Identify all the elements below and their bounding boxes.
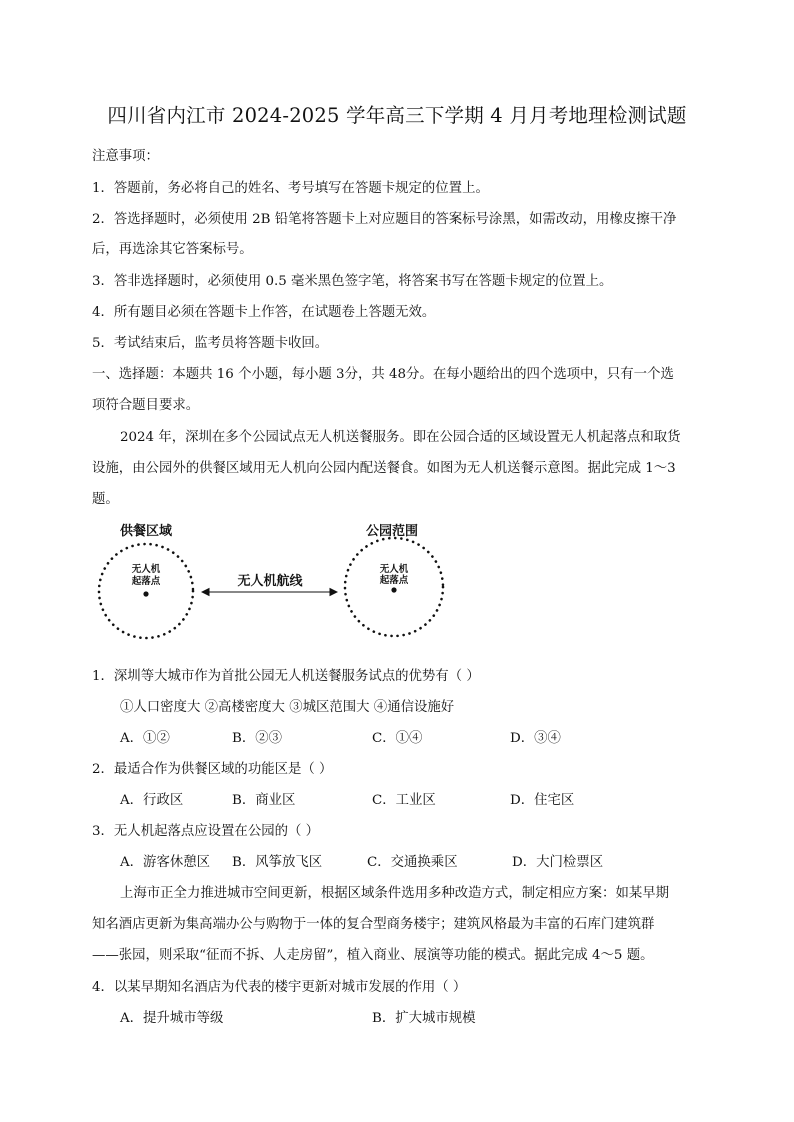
notice-item-5: 5．考试结束后，监考员将答题卡收回。 [92,336,329,351]
passage1-line-2: 设施，由公园外的供餐区域用无人机向公园内配送餐食。如图为无人机送餐示意图。据此完成 1～3 [92,461,676,476]
notice-heading: 注意事项： [92,149,159,164]
right-point-label-line-2: 起落点 [379,575,409,586]
q1-option-a[interactable]: A．①② [120,731,170,746]
drone-route-label: 无人机航线 [237,574,303,589]
q1-stem: 1．深圳等大城市作为首批公园无人机送餐服务试点的优势有（ ） [92,669,480,684]
q3-stem: 3．无人机起落点应设置在公园的（ ） [92,824,320,839]
passage2-line-2: 知名酒店更新为集高端办公与购物于一体的复合型商务楼宇；建筑风格最为丰富的石库门建筑群 [92,917,655,932]
passage2-line-3: ——张园，则采取“征而不拆、人走房留”，植入商业、展演等功能的模式。据此完成 4～5 题。 [92,948,654,963]
q4-option-a[interactable]: A．提升城市等级 [120,1011,224,1026]
q3-option-b[interactable]: B．风筝放飞区 [232,855,323,870]
q4-stem: 4．以某早期知名酒店为代表的楼宇更新对城市发展的作用（ ） [92,980,467,995]
drone-delivery-diagram [90,514,460,654]
section-heading: 一、选择题：本题共 16 个小题，每小题 3分，共 48分。在每小题给出的四个选项中，只有一个选 [92,367,674,382]
q1-items: ①人口密度大 ②高楼密度大 ③城区范围大 ④通信设施好 [120,700,455,715]
q2-option-b[interactable]: B．商业区 [232,793,296,808]
park-area-label: 公园范围 [366,524,419,539]
passage2-line-1: 上海市正全力推进城市空间更新，根据区域条件选用多种改造方式，制定相应方案：如某早期 [120,886,670,901]
notice-item-2: 2．答选择题时，必须使用 2B 铅笔将答题卡上对应题目的答案标号涂黑，如需改动，用橡皮擦干净 [92,212,677,227]
left-point-label-line-1: 无人机 [131,564,161,575]
q4-option-b[interactable]: B．扩大城市规模 [372,1011,476,1026]
section-heading-cont: 项符合题目要求。 [92,398,200,413]
right-point-label-line-1: 无人机 [379,564,409,575]
notice-item-3: 3．答非选择题时，必须使用 0.5 毫米黑色签字笔，将答案书写在答题卡规定的位置上。 [92,274,613,289]
left-landing-point [143,591,148,596]
notice-item-1: 1．答题前，务必将自己的姓名、考号填写在答题卡规定的位置上。 [92,181,489,196]
q2-option-c[interactable]: C．工业区 [372,793,436,808]
q1-option-d[interactable]: D．③④ [510,731,561,746]
passage1-line-3: 题。 [92,492,119,507]
supply-area-label: 供餐区域 [120,524,173,539]
q3-option-a[interactable]: A．游客休憩区 [120,855,211,870]
page-title: 四川省内江市 2024-2025 学年高三下学期 4 月月考地理检测试题 [107,104,687,127]
q2-stem: 2．最适合作为供餐区域的功能区是（ ） [92,762,333,777]
notice-item-4: 4．所有题目必须在答题卡上作答，在试题卷上答题无效。 [92,305,436,320]
notice-item-2-cont: 后，再选涂其它答案标号。 [92,242,253,257]
q3-option-d[interactable]: D．大门检票区 [512,855,604,870]
q2-option-a[interactable]: A．行政区 [120,793,184,808]
park-area-circle [345,538,443,636]
left-point-label-line-2: 起落点 [131,576,161,587]
right-landing-point [391,587,396,592]
q1-option-c[interactable]: C．①④ [372,731,423,746]
q1-option-b[interactable]: B．②③ [232,731,283,746]
supply-area-circle [99,544,193,638]
q3-option-c[interactable]: C．交通换乘区 [367,855,458,870]
passage1-line-1: 2024 年，深圳在多个公园试点无人机送餐服务。即在公园合适的区域设置无人机起落点和取货 [120,430,681,445]
q2-option-d[interactable]: D．住宅区 [510,793,575,808]
